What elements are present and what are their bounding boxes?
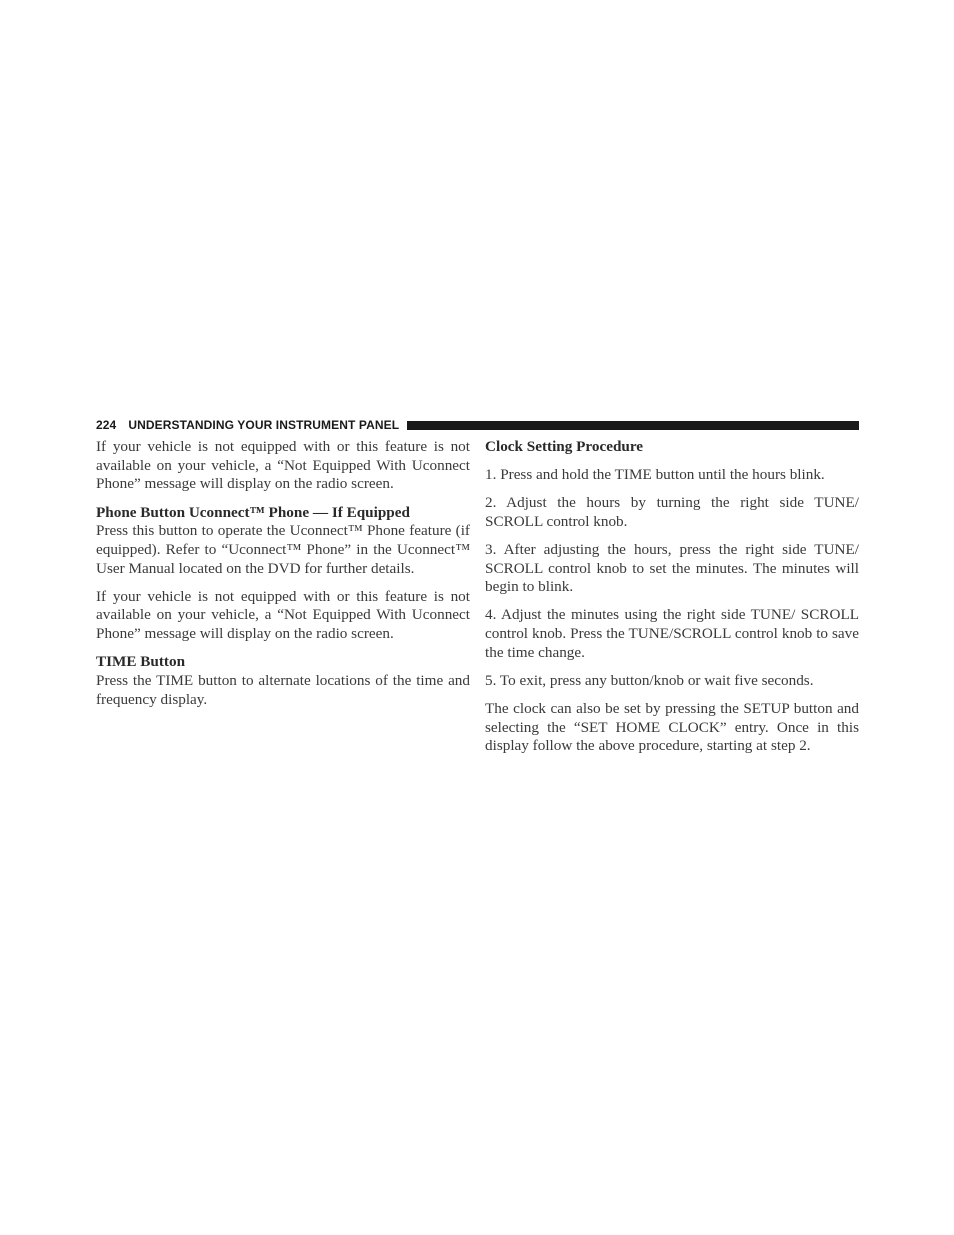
not-equipped-paragraph-1: If your vehicle is not equipped with or this feature is not available on your vehicle, a “Not Equipped With Uconnect Phone” message will display on the radio screen. (96, 438, 470, 493)
setup-clock-paragraph: The clock can also be set by pressing the SETUP button and selecting the “SET HOME CLOCK” entry. Once in this display follow the above procedure, starting at step 2. (485, 700, 859, 755)
clock-step-1: 1. Press and hold the TIME button until the hours blink. (485, 466, 825, 484)
section-title: UNDERSTANDING YOUR INSTRUMENT PANEL (128, 418, 400, 432)
page-header (96, 417, 859, 433)
phone-button-heading: Phone Button Uconnect™ Phone — If Equipped (96, 503, 410, 521)
clock-step-2: 2. Adjust the hours by turning the right side TUNE/ SCROLL control knob. (485, 494, 859, 530)
clock-step-5: 5. To exit, press any button/knob or wait five seconds. (485, 671, 814, 689)
page-number: 224 (96, 418, 117, 432)
clock-step-3: 3. After adjusting the hours, press the right side TUNE/ SCROLL control knob to set the minutes. The minutes will begin to blink. (485, 540, 859, 596)
phone-button-paragraph: Press this button to operate the Uconnect™ Phone feature (if equipped). Refer to “Uconnect™ Phone” in the Uconnect™ User Manual located on the DVD for further details. (96, 522, 470, 577)
header-rule-bar (407, 421, 859, 430)
clock-setting-heading: Clock Setting Procedure (485, 438, 644, 455)
not-equipped-paragraph-2: If your vehicle is not equipped with or this feature is not available on your vehicle, a “Not Equipped With Uconnect Phone” message will display on the radio screen. (96, 587, 470, 643)
clock-step-4: 4. Adjust the minutes using the right side TUNE/ SCROLL control knob. Press the TUNE/SCROLL control knob to save the time change. (485, 606, 859, 661)
right-column (485, 438, 859, 766)
time-button-paragraph: Press the TIME button to alternate locations of the time and frequency display. (96, 671, 470, 708)
left-column (96, 438, 470, 719)
time-button-heading: TIME Button (96, 653, 186, 671)
